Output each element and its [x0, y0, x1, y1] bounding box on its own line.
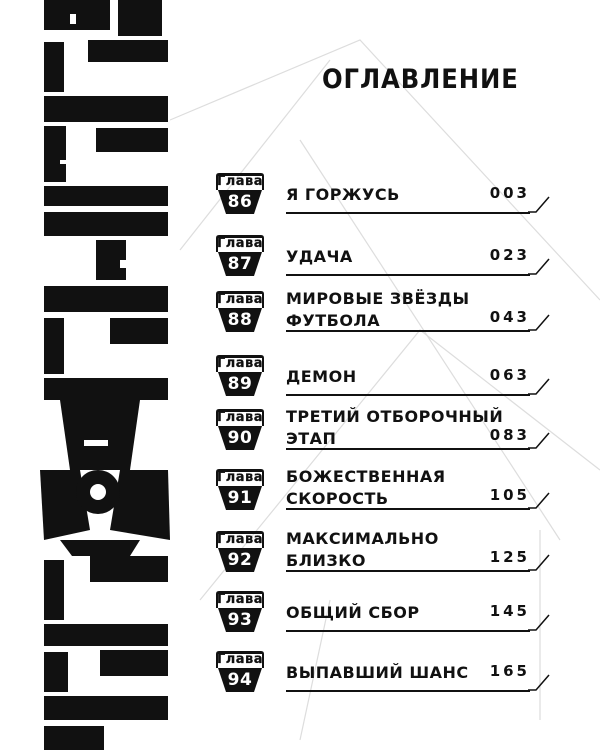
toc-entry[interactable] [214, 172, 554, 222]
chapter-page-number: 063 [489, 366, 530, 384]
chapter-page-number: 023 [489, 246, 530, 264]
toc-entry[interactable] [214, 354, 554, 404]
chapter-title [286, 662, 469, 684]
entry-corner-icon [528, 191, 550, 213]
toc-entry[interactable] [214, 234, 554, 284]
toc-entry[interactable] [214, 650, 554, 700]
chapter-title-line: ЭТАП [286, 429, 337, 448]
entry-corner-icon [528, 309, 550, 331]
chapter-title-line: ТРЕТИЙ ОТБОРОЧНЫЙ [286, 407, 504, 426]
chapter-page-number: 145 [489, 602, 530, 620]
chapter-badge [214, 234, 266, 278]
chapter-number: 89 [227, 374, 253, 394]
chapter-number: 93 [227, 610, 253, 630]
chapter-badge-label: Глава [216, 532, 264, 547]
chapter-number: 86 [227, 192, 253, 212]
entry-underline [286, 690, 530, 692]
chapter-title [286, 602, 420, 624]
chapter-page-number: 003 [489, 184, 530, 202]
chapter-title-line: БОЖЕСТВЕННАЯ [286, 467, 446, 486]
chapter-badge-label: Глава [216, 410, 264, 425]
chapter-badge [214, 530, 266, 574]
chapter-title-line: ДЕМОН [286, 367, 357, 386]
entry-underline [286, 570, 530, 572]
entry-corner-icon [528, 609, 550, 631]
entry-underline [286, 330, 530, 332]
toc-entry[interactable] [214, 590, 554, 640]
chapter-badge [214, 172, 266, 216]
entry-underline [286, 630, 530, 632]
chapter-number: 91 [227, 488, 253, 508]
entry-corner-icon [528, 373, 550, 395]
chapter-title-line: МИРОВЫЕ ЗВЁЗДЫ [286, 289, 470, 308]
chapter-badge-label: Глава [216, 356, 264, 371]
chapter-title-line: УДАЧА [286, 247, 353, 266]
chapter-badge-label: Глава [216, 470, 264, 485]
chapter-title-line: ВЫПАВШИЙ ШАНС [286, 663, 469, 682]
toc-entry[interactable] [214, 408, 554, 458]
toc-entry[interactable] [214, 290, 554, 340]
chapter-title-line: СКОРОСТЬ [286, 489, 389, 508]
chapter-page-number: 043 [489, 308, 530, 326]
entry-corner-icon [528, 253, 550, 275]
cover-art-strip [0, 0, 200, 750]
entry-underline [286, 394, 530, 396]
chapter-badge-label: Глава [216, 174, 264, 189]
toc-entry[interactable] [214, 468, 554, 518]
entry-corner-icon [528, 487, 550, 509]
entry-corner-icon [528, 669, 550, 691]
chapter-number: 87 [227, 254, 253, 274]
chapter-badge [214, 354, 266, 398]
toc-entry[interactable] [214, 530, 554, 580]
chapter-page-number: 165 [489, 662, 530, 680]
chapter-number: 92 [227, 550, 253, 570]
chapter-badge [214, 650, 266, 694]
chapter-title-line: БЛИЗКО [286, 551, 366, 570]
chapter-title [286, 366, 357, 388]
chapter-title-line: Я ГОРЖУСЬ [286, 185, 400, 204]
chapter-page-number: 105 [489, 486, 530, 504]
chapter-badge [214, 468, 266, 512]
chapter-number: 94 [227, 670, 253, 690]
chapter-number: 90 [227, 428, 253, 448]
entry-underline [286, 448, 530, 450]
chapter-number: 88 [227, 310, 253, 330]
chapter-badge-label: Глава [216, 652, 264, 667]
page-title: ОГЛАВЛЕНИЕ [322, 64, 519, 95]
chapter-title [286, 184, 400, 206]
chapter-title-line: ФУТБОЛА [286, 311, 381, 330]
chapter-title [286, 288, 470, 332]
chapter-badge-label: Глава [216, 292, 264, 307]
chapter-title [286, 246, 353, 268]
chapter-title [286, 466, 446, 510]
entry-underline [286, 508, 530, 510]
chapter-title-line: МАКСИМАЛЬНО [286, 529, 439, 548]
chapter-page-number: 083 [489, 426, 530, 444]
chapter-title [286, 528, 439, 572]
chapter-badge-label: Глава [216, 236, 264, 251]
chapter-badge [214, 590, 266, 634]
entry-corner-icon [528, 427, 550, 449]
chapter-badge-label: Глава [216, 592, 264, 607]
chapter-title [286, 406, 503, 450]
chapter-badge [214, 290, 266, 334]
chapter-badge [214, 408, 266, 452]
chapter-title-line: ОБЩИЙ СБОР [286, 603, 420, 622]
entry-underline [286, 212, 530, 214]
entry-underline [286, 274, 530, 276]
entry-corner-icon [528, 549, 550, 571]
chapter-page-number: 125 [489, 548, 530, 566]
